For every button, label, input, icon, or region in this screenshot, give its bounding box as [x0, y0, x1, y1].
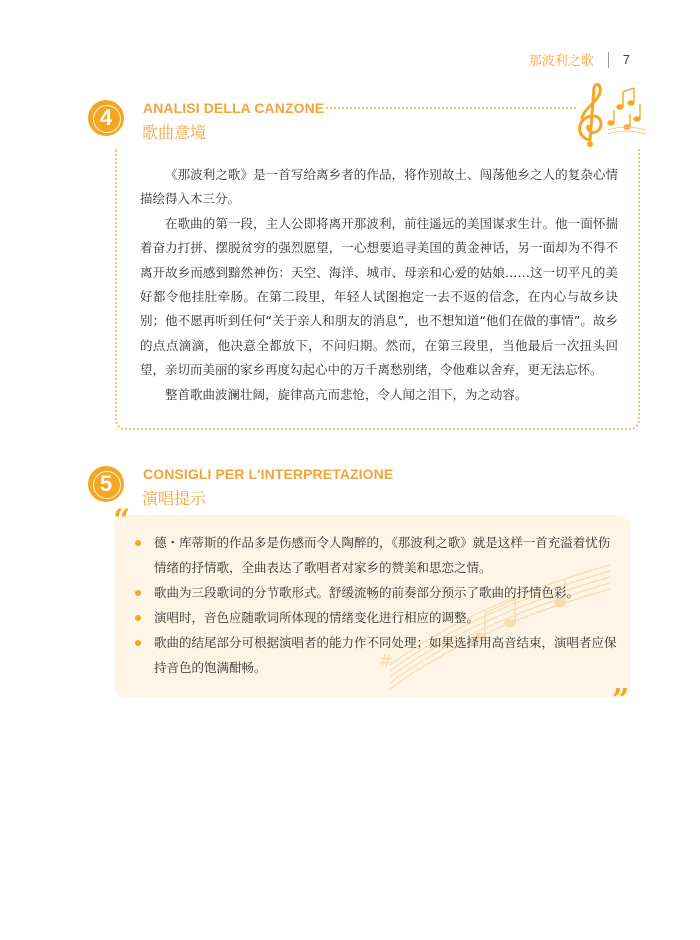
- tips-list: [140, 530, 618, 680]
- section-5-badge: [88, 466, 124, 502]
- running-header: [529, 50, 630, 69]
- close-quote-mark: ”: [612, 683, 630, 718]
- section-4-number: 4: [99, 105, 113, 130]
- section-4-paragraph: 在歌曲的第一段，主人公即将离开那波利，前往遥远的美国谋求生计。他一面怀揣着奋力打拼、摆脱贫穷的强烈愿望，一心想要追寻美国的黄金神话，另一面却为不得不离开故乡而感到黯然神伤：天空、海洋、城市、母亲和心爱的姑娘……这一切平凡的美好都令他挂肚牵肠。在第二段里，年轻人试图抱定一去不返的信念，在内心与故乡诀别；他不愿再听到任何“关于亲人和朋友的消息”，也不想知道“他们在做的事情”。故乡的点点滴滴，他决意全都放下，不问归期。然而，在第三段里，当他最后一次扭头回望，亲切而美丽的家乡再度勾起心中的万千离愁别绪，令他难以舍弃，更无法忘怀。: [140, 215, 618, 378]
- section-4-paragraph: 《那波利之歌》是一首写给离乡者的作品，将作别故土、闯荡他乡之人的复杂心情描绘得入木三分。: [140, 167, 618, 207]
- open-quote-mark: “: [113, 503, 131, 538]
- section-4-title-italian: ANALISI DELLA CANZONE: [143, 100, 325, 116]
- running-title: 那波利之歌: [528, 54, 594, 69]
- svg-text:#: #: [378, 651, 394, 672]
- page-number: 7: [622, 52, 630, 67]
- section-5-title-chinese: 演唱提示: [142, 489, 207, 508]
- section-4-dotted-rule: [326, 107, 576, 109]
- section-4-body: [140, 163, 618, 407]
- section-5-title-italian: CONSIGLI PER L'INTERPRETAZIONE: [143, 466, 394, 482]
- section-4-badge: [88, 100, 124, 136]
- tip-item: 演唱时，音色应随歌词所体现的情绪变化进行相应的调整。: [140, 605, 618, 630]
- tip-item: 歌曲为三段歌词的分节歌形式。舒缓流畅的前奏部分预示了歌曲的抒情色彩。: [140, 580, 618, 605]
- tip-item: 德・库蒂斯的作品多是伤感而令人陶醉的，《那波利之歌》就是这样一首充溢着忧伤情绪的抒情歌，全曲表达了歌唱者对家乡的赞美和思恋之情。: [140, 530, 618, 580]
- treble-clef-music-icon: [568, 80, 648, 150]
- section-4-title-chinese: 歌曲意境: [142, 123, 207, 142]
- section-4-paragraph: 整首歌曲波澜壮阔，旋律高亢而悲怆，令人闻之泪下，为之动容。: [165, 386, 528, 402]
- header-divider: [608, 52, 609, 68]
- section-5-number: 5: [99, 471, 113, 496]
- tip-item: 歌曲的结尾部分可根据演唱者的能力作不同处理；如果选择用高音结束，演唱者应保持音色的饱满酣畅。: [140, 630, 618, 680]
